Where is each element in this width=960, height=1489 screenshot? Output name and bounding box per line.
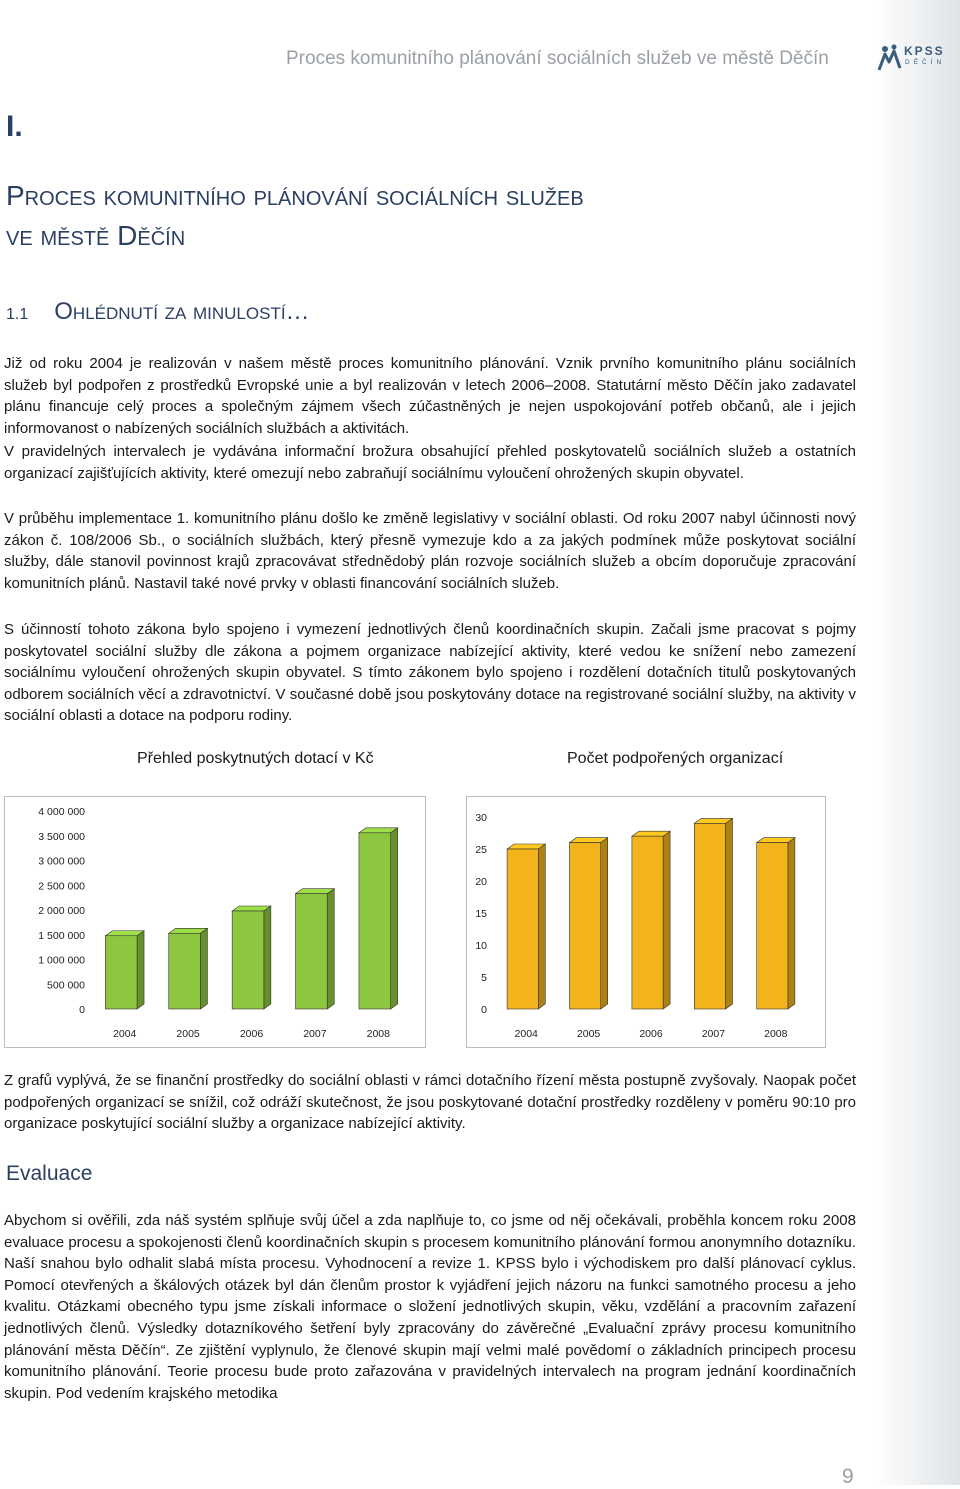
y-tick-label: 1 000 000 <box>38 954 85 967</box>
chapter-title-line-2: ve městě Děčín <box>6 220 186 251</box>
y-tick-label: 0 <box>79 1004 85 1016</box>
bar-front-face <box>359 833 391 1009</box>
bar-2004 <box>507 844 545 1009</box>
kpss-logo-icon <box>876 42 902 72</box>
bar-side-face <box>788 838 795 1009</box>
kpss-logo <box>876 38 946 78</box>
bar-top-face <box>632 831 670 836</box>
y-tick-label: 3 000 000 <box>38 855 85 868</box>
chart-organizations-svg <box>467 797 825 1047</box>
y-tick-label: 15 <box>475 908 487 920</box>
bar-side-face <box>726 818 733 1009</box>
paragraph-history: Již od roku 2004 je realizován v našem městě proces komunitního plánování. Vznik prvního komunitního plánu sociálních služeb byl podpořen z prostředků Evropské unie a byl realizován v letech 2006–2008. Statutární město Děčín jako zadavatel plánu financuje celý proces a společným zájmem všech zúčastněných je nejen uspokojování potřeb občanů, ale i jejich informovanost o nabízených sociálních službách a aktivitách. <box>4 355 856 437</box>
chapter-title <box>6 176 866 256</box>
x-tick-label: 2007 <box>701 1028 726 1040</box>
chart-organizations <box>466 796 826 1048</box>
bar-2004 <box>105 931 144 1009</box>
y-tick-label: 0 <box>481 1004 487 1016</box>
y-tick-label: 10 <box>475 940 487 952</box>
chapter-title-line-1: Proces komunitního plánování sociálních služeb <box>6 180 584 211</box>
x-tick-label: 2008 <box>366 1028 390 1040</box>
bar-2005 <box>570 838 608 1009</box>
side-decoration-strip <box>872 0 960 1485</box>
bar-front-face <box>757 843 788 1009</box>
logo-subtext: DĚČÍN <box>905 59 946 66</box>
x-tick-label: 2005 <box>176 1028 200 1040</box>
bar-front-face <box>169 933 201 1009</box>
y-tick-label: 500 000 <box>47 979 85 992</box>
bar-2008 <box>757 838 795 1009</box>
bar-front-face <box>105 936 137 1009</box>
bar-top-face <box>507 844 545 849</box>
y-tick-label: 25 <box>475 844 487 856</box>
y-tick-label: 5 <box>481 972 487 984</box>
bar-side-face <box>663 831 670 1009</box>
section-number: 1.1 <box>6 306 29 323</box>
bar-top-face <box>169 928 208 933</box>
bar-side-face <box>538 844 545 1009</box>
bar-front-face <box>296 894 328 1009</box>
bar-front-face <box>694 823 725 1009</box>
running-header: Proces komunitního plánování sociálních služeb ve městě Děčín <box>286 48 829 69</box>
y-tick-label: 2 000 000 <box>38 905 85 917</box>
chart-title-subsidies: Přehled poskytnutých dotací v Kč <box>137 750 374 767</box>
y-tick-label: 20 <box>475 876 487 888</box>
section-title: Ohlédnutí za minulostí… <box>54 298 310 325</box>
x-tick-label: 2005 <box>576 1028 601 1040</box>
bar-top-face <box>105 931 144 936</box>
bar-side-face <box>391 828 398 1009</box>
bar-2007 <box>296 889 335 1009</box>
bar-top-face <box>757 838 795 843</box>
x-tick-label: 2008 <box>764 1028 788 1040</box>
x-tick-label: 2004 <box>113 1028 137 1040</box>
chart-subsidies-svg <box>5 797 425 1047</box>
y-tick-label: 3 500 000 <box>38 830 85 843</box>
bar-front-face <box>232 911 264 1009</box>
chapter-number: I. <box>6 110 23 143</box>
bar-2007 <box>694 818 732 1009</box>
y-tick-label: 30 <box>475 812 487 824</box>
paragraph-coordination: S účinností tohoto zákona bylo spojeno i vymezení jednotlivých členů koordinačních skupin. Začali jsme pracovat s pojmy poskytovatel sociální služby dle zákona a pojmem organizace nabízející aktivity, které vedou ke snížení nebo zamezení sociálnímu vyloučení ohrožených skupin obyvatel. S tímto zákonem bylo spojeno i rozdělení dotačních titulů poskytovaných odborem sociálních věcí a zdravotnictví. V současné době jsou poskytovány dotace na registrované sociální služby, na aktivity v sociální oblasti a dotace na podporu rodiny. <box>4 621 856 725</box>
bar-top-face <box>296 889 335 894</box>
y-tick-label: 2 500 000 <box>38 880 85 893</box>
paragraph-chart-summary: Z grafů vyplývá, že se finanční prostředky do sociální oblasti v rámci dotačního řízení města postupně zvyšovaly. Naopak počet podpořených organizací se snížil, což odráží skutečnost, že jsou poskytované dotační prostředky rozděleny v poměru 90:10 pro organizace poskytující sociální služby a organizace nabízející aktivity. <box>4 1072 856 1133</box>
chart-subsidies <box>4 796 426 1048</box>
evaluace-heading: Evaluace <box>6 1162 93 1185</box>
bar-side-face <box>200 928 207 1009</box>
bar-2005 <box>169 928 208 1009</box>
bar-2006 <box>232 906 271 1009</box>
logo-text: KPSS <box>904 44 945 58</box>
bar-2008 <box>359 828 398 1009</box>
paragraph-legislation: V průběhu implementace 1. komunitního plánu došlo ke změně legislativy v sociální oblasti. Od roku 2007 nabyl účinnosti nový zákon č. 108/2006 Sb., o sociálních službách, který přesně vymezuje kdo a za jakých podmínek může poskytovat sociální služby, dále stanovil povinnost krajů zpracovávat střednědobý plán rozvoje sociálních služeb a obcím doporučuje zpracování komunitních plánů. Nastavil také nové prvky v oblasti financování sociálních služeb. <box>4 510 856 592</box>
bar-side-face <box>327 889 334 1009</box>
bar-front-face <box>570 843 601 1009</box>
x-tick-label: 2004 <box>514 1028 538 1040</box>
y-tick-label: 1 500 000 <box>38 929 85 942</box>
bar-side-face <box>137 931 144 1009</box>
x-tick-label: 2007 <box>303 1028 327 1040</box>
bar-side-face <box>264 906 271 1009</box>
bar-front-face <box>632 836 663 1009</box>
x-tick-label: 2006 <box>639 1028 663 1040</box>
chart-title-organizations: Počet podpořených organizací <box>567 750 784 767</box>
bar-2006 <box>632 831 670 1009</box>
page-number: 9 <box>842 1465 854 1488</box>
y-tick-label: 4 000 000 <box>38 806 85 818</box>
x-tick-label: 2006 <box>239 1028 264 1040</box>
bar-top-face <box>359 828 398 833</box>
bar-top-face <box>570 838 608 843</box>
bar-side-face <box>601 838 608 1009</box>
bar-top-face <box>694 818 732 823</box>
paragraph-evaluation: Abychom si ověřili, zda náš systém splňuje svůj účel a zda naplňuje to, co jsme od něj očekávali, proběhla koncem roku 2008 evaluace procesu a spokojenosti členů koordinačních skupin s procesem komunitního plánování formou anonymního dotazníku. Naší snahou bylo odhalit slabá místa procesu. Vyhodnocení a revize 1. KPSS bylo i východiskem pro další plánovací cyklus. Pomocí otevřených a škálových otázek byl dán členům prostor k vyjádření jejich názoru na funkci samotného procesu a jeho kvalitu. Otázkami obecného typu jsme získali informace o složení jednotlivých skupin, věku, vzdělání a pracovním zařazení jednotlivých členů. Výsledky dotazníkového šetření byly zpracovány do závěrečné „Evaluační zprávy procesu komunitního plánování města Děčín“. Ze zjištění vyplynulo, že členové skupin mají velmi malé povědomí o základních principech procesu komunitního plánování. Teorie procesu bude proto zařazována v pravidelných intervalech na program jednání koordinačních skupin. Pod vedením krajského metodika <box>4 1212 856 1402</box>
paragraph-brochure: V pravidelných intervalech je vydávána informační brožura obsahující přehled poskytovatelů sociálních služeb a ostatních organizací zajišťujících aktivity, které omezují nebo zabraňují sociálnímu vyloučení ohrožených skupin obyvatel. <box>4 443 856 482</box>
bar-front-face <box>507 849 538 1009</box>
section-heading <box>6 298 310 326</box>
bar-top-face <box>232 906 271 911</box>
